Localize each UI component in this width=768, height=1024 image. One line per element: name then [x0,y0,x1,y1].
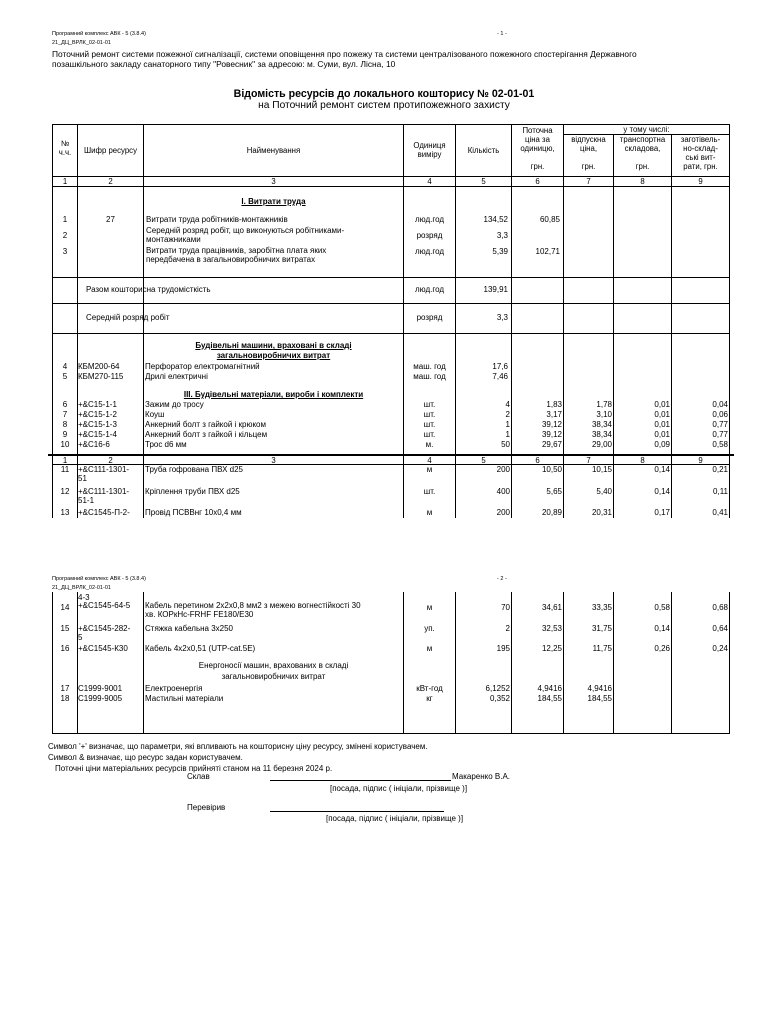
program-name-p2: Програмний комплекс АВК - 5 (3.8.4) [52,576,146,582]
col-num: 5 [481,177,486,186]
row-name: Стяжка кабельна 3х250 [145,624,233,633]
row-qty: 6,1252 [485,684,510,693]
row-qty: 4 [505,400,510,409]
row-transport: 0,17 [654,508,670,517]
row-name: Електроенергія [145,684,203,693]
col-num: 2 [108,456,113,465]
col-num: 3 [271,177,276,186]
row-sale-price: 33,35 [591,603,612,612]
row-name: Трос d6 мм [145,440,187,449]
address-line-1: Поточний ремонт системи пожежної сигналізації, системи оповіщення про пожежу та системи централізованого пожежного спостерігання Державного [52,49,637,59]
row-no: 3 [62,247,68,256]
row-name: Анкерний болт з гайкой і кільцем [145,430,268,439]
row-sale-price: 29,00 [591,440,612,449]
page-number: - 1 - [497,31,507,37]
row-no: 15 [60,624,70,633]
row-sale-price: 1,78 [596,400,612,409]
continued-code: 4-3 [78,593,90,602]
header-including: у тому числі: [623,125,670,134]
row-name: Кабель 4х2х0,51 (UTP-cat.5E) [145,644,256,653]
row-procurement: 0,68 [712,603,728,612]
row-code: С1999-9001 [78,684,123,693]
row-no: 9 [62,430,68,439]
row-name: Провід ПСВВнг 10х0,4 мм [145,508,242,517]
header-qty: Кількість [467,146,500,155]
row-price: 60,85 [539,215,560,224]
col-num: 2 [108,177,113,186]
row-transport: 0,14 [654,465,670,474]
row-sale-price: 184,55 [587,694,612,703]
row-code: +&С15-1-4 [78,430,117,439]
row-name: Кабель перетином 2х2х0,8 мм2 з межею вогнестійкості 30 хв. КОРкНс-FRHF FE180/Е30 [145,601,361,619]
row-name: Середній розряд робіт [86,313,170,322]
row-transport: 0,01 [654,420,670,429]
section-energy-title-1: Енергоносії машин, врахованих в складі [198,661,349,670]
col-num: 3 [271,456,276,465]
row-unit: шт. [423,487,436,496]
header-sale-price: відпускна ціна, грн. [571,135,606,171]
row-transport: 0,58 [654,603,670,612]
row-unit: шт. [423,410,436,419]
row-price: 12,25 [541,644,562,653]
row-transport: 0,01 [654,430,670,439]
row-transport: 0,01 [654,410,670,419]
row-no: 4 [62,362,68,371]
note-plus-symbol: Символ '+' визначає, що параметри, які впливають на кошторисну ціну ресурсу, змінені користувачем. [48,742,428,751]
row-price: 10,50 [541,465,562,474]
row-qty: 17,6 [492,362,508,371]
row-sale-price: 38,34 [591,430,612,439]
program-name: Програмний комплекс АВК - 5 (3.8.4) [52,31,146,37]
row-qty: 195 [496,644,510,653]
row-unit: м. [425,440,434,449]
col-num: 1 [62,456,68,465]
row-name: Витрати труда робітників-монтажників [146,215,288,224]
row-no: 8 [62,420,68,429]
row-sale-price: 4,9416 [587,684,612,693]
row-transport: 0,01 [654,400,670,409]
row-price: 5,65 [546,487,562,496]
row-qty: 70 [501,603,510,612]
row-qty: 400 [496,487,510,496]
row-transport: 0,14 [654,624,670,633]
row-no: 5 [62,372,68,381]
col-num: 4 [427,177,432,186]
row-qty: 1 [505,420,510,429]
row-code: КБМ270-115 [78,372,124,381]
row-no: 1 [62,215,68,224]
row-sale-price: 20,31 [591,508,612,517]
row-qty: 3,3 [496,231,508,240]
composed-hint: [посада, підпис ( ініціали, прізвище )] [330,784,468,793]
row-qty: 3,3 [496,313,508,322]
col-num: 8 [640,177,645,186]
section-energy-title-2: загальновиробничих витрат [221,672,326,681]
row-sale-price: 10,15 [591,465,612,474]
header-name: Найменування [246,146,301,155]
col-num: 6 [535,177,540,186]
row-transport: 0,26 [654,644,670,653]
row-code: +&С16-6 [78,440,110,449]
row-price: 20,89 [541,508,562,517]
row-sale-price: 38,34 [591,420,612,429]
row-no: 12 [60,487,70,496]
section-machines-title-1: Будівельні машини, враховані в складі [195,341,352,350]
row-code: +&С1545-282- 5 [78,624,131,642]
row-procurement: 0,77 [712,420,728,429]
row-code: +&С111-1301- 51-1 [78,487,130,505]
row-unit: уп. [424,624,435,633]
note-amp-symbol: Символ & визначає, що ресурс задан користувачем. [48,753,243,762]
section-machines-title-2: загальновиробничих витрат [216,351,331,360]
row-procurement: 0,41 [712,508,728,517]
row-code: +&С1545-П-2- [78,508,130,517]
header-no: № ч.ч. [58,139,72,157]
col-num: 5 [481,456,486,465]
row-price: 102,71 [535,247,560,256]
header-transport: транспортна складова, грн. [619,135,666,171]
row-unit: маш. год [413,372,446,381]
row-price: 39,12 [541,430,562,439]
col-num: 7 [586,177,591,186]
col-num: 7 [586,456,591,465]
row-name: Зажим до тросу [145,400,204,409]
row-name: Мастильні матеріали [145,694,224,703]
row-unit: шт. [423,420,436,429]
row-unit: люд.год [414,285,445,294]
row-no: 11 [60,465,70,474]
row-qty: 7,46 [492,372,508,381]
col-num: 4 [427,456,432,465]
row-price: 3,17 [546,410,562,419]
note-prices-date: Поточні ціни матеріальних ресурсів прийняті станом на 11 березня 2024 р. [55,764,333,773]
row-procurement: 0,21 [712,465,728,474]
row-unit: шт. [423,400,436,409]
row-name: Разом кошторисна трудомісткість [86,285,211,294]
composed-signature-line [270,780,451,781]
header-unit: Одиниця виміру [413,141,446,159]
row-unit: люд.год [414,215,445,224]
checked-signature-line [270,811,444,812]
row-unit: маш. год [413,362,446,371]
row-name: Дрилі електричні [145,372,208,381]
row-unit: м [426,644,433,653]
row-price: 184,55 [537,694,562,703]
row-procurement: 0,77 [712,430,728,439]
checked-label: Перевірив [187,803,226,812]
row-qty: 139,91 [483,285,508,294]
row-code: +&С111-1301- 51 [78,465,130,483]
row-procurement: 0,24 [712,644,728,653]
row-qty: 134,52 [483,215,508,224]
composed-name: Макаренко В.А. [452,772,511,781]
header-code: Шифр ресурсу [84,146,137,155]
row-qty: 5,39 [492,247,508,256]
row-no: 13 [60,508,70,517]
page-subtitle: на Поточний ремонт систем протипожежного захисту [258,100,510,111]
row-qty: 2 [505,624,510,633]
row-procurement: 0,04 [712,400,728,409]
row-name: Коуш [145,410,165,419]
row-no: 18 [60,694,70,703]
row-unit: розряд [416,231,443,240]
row-unit: люд.год [414,247,445,256]
row-unit: розряд [416,313,443,322]
row-sale-price: 31,75 [591,624,612,633]
row-qty: 2 [505,410,510,419]
row-price: 29,67 [541,440,562,449]
row-qty: 50 [501,440,510,449]
row-code: +&С1545-64-5 [78,601,131,610]
row-sale-price: 5,40 [596,487,612,496]
row-sale-price: 11,75 [592,644,612,653]
row-qty: 1 [505,430,510,439]
row-qty: 200 [496,465,510,474]
checked-hint: [посада, підпис ( ініціали, прізвище )] [326,814,464,823]
row-procurement: 0,58 [712,440,728,449]
section-materials-title: III. Будівельні матеріали, вироби і комплекти [183,390,364,399]
row-no: 16 [60,644,70,653]
row-code: КБМ200-64 [78,362,120,371]
row-qty: 200 [496,508,510,517]
row-code: +&С1545-К30 [78,644,128,653]
header-procurement: заготівель- но-склад- ські вит- рати, грн. [680,135,721,171]
row-code: 27 [106,215,115,224]
row-name: Анкерний болт з гайкой і крюком [145,420,266,429]
row-unit: м [426,508,433,517]
row-code: +&С15-1-3 [78,420,117,429]
col-num: 1 [62,177,68,186]
doc-code: 21_ДЦ_ВРЛК_02-01-01 [52,40,111,46]
row-code: С1999-9005 [78,694,123,703]
row-price: 39,12 [541,420,562,429]
row-unit: шт. [423,430,436,439]
col-num: 9 [698,456,703,465]
row-price: 34,61 [541,603,562,612]
row-code: +&С15-1-1 [78,400,117,409]
row-price: 4,9416 [537,684,562,693]
row-price: 1,83 [546,400,562,409]
header-price: Поточна ціна за одиницю, грн. [520,126,555,171]
col-num: 6 [535,456,540,465]
row-name: Кріплення труби ПВХ d25 [145,487,240,496]
row-procurement: 0,06 [712,410,728,419]
row-transport: 0,14 [654,487,670,496]
row-name: Середній розряд робіт, що виконуються робітниками- монтажниками [146,226,345,244]
row-sale-price: 3,10 [596,410,612,419]
section-labor-title: I. Витрати труда [241,197,306,206]
row-code: +&С15-1-2 [78,410,117,419]
row-unit: кВт-год [416,684,443,693]
row-qty: 0,352 [489,694,510,703]
row-no: 17 [60,684,70,693]
composed-label: Склав [187,772,210,781]
row-no: 14 [60,603,70,612]
address-line-2: позашкільного закладу санаторного типу "Ровесник" за адресою: м. Суми, вул. Лісна, 10 [52,59,396,69]
page-number-p2: - 2 - [497,576,507,582]
row-price: 32,53 [541,624,562,633]
row-no: 10 [60,440,70,449]
page-title: Відомість ресурсів до локального кошторису № 02-01-01 [233,88,535,100]
col-num: 9 [698,177,703,186]
doc-code-p2: 21_ДЦ_ВРЛК_02-01-01 [52,585,111,591]
row-procurement: 0,64 [712,624,728,633]
row-unit: м [426,465,433,474]
row-no: 6 [62,400,68,409]
row-name: Витрати труда працівників, заробітна плата яких передбачена в загальновиробничих витратах [146,246,327,264]
row-unit: м [426,603,433,612]
row-procurement: 0,11 [713,487,728,496]
row-name: Труба гофрована ПВХ d25 [145,465,243,474]
row-unit: кг [426,694,433,703]
row-no: 7 [62,410,68,419]
row-transport: 0,09 [654,440,670,449]
row-name: Перфоратор електромагнітний [145,362,260,371]
col-num: 8 [640,456,645,465]
row-no: 2 [62,231,68,240]
